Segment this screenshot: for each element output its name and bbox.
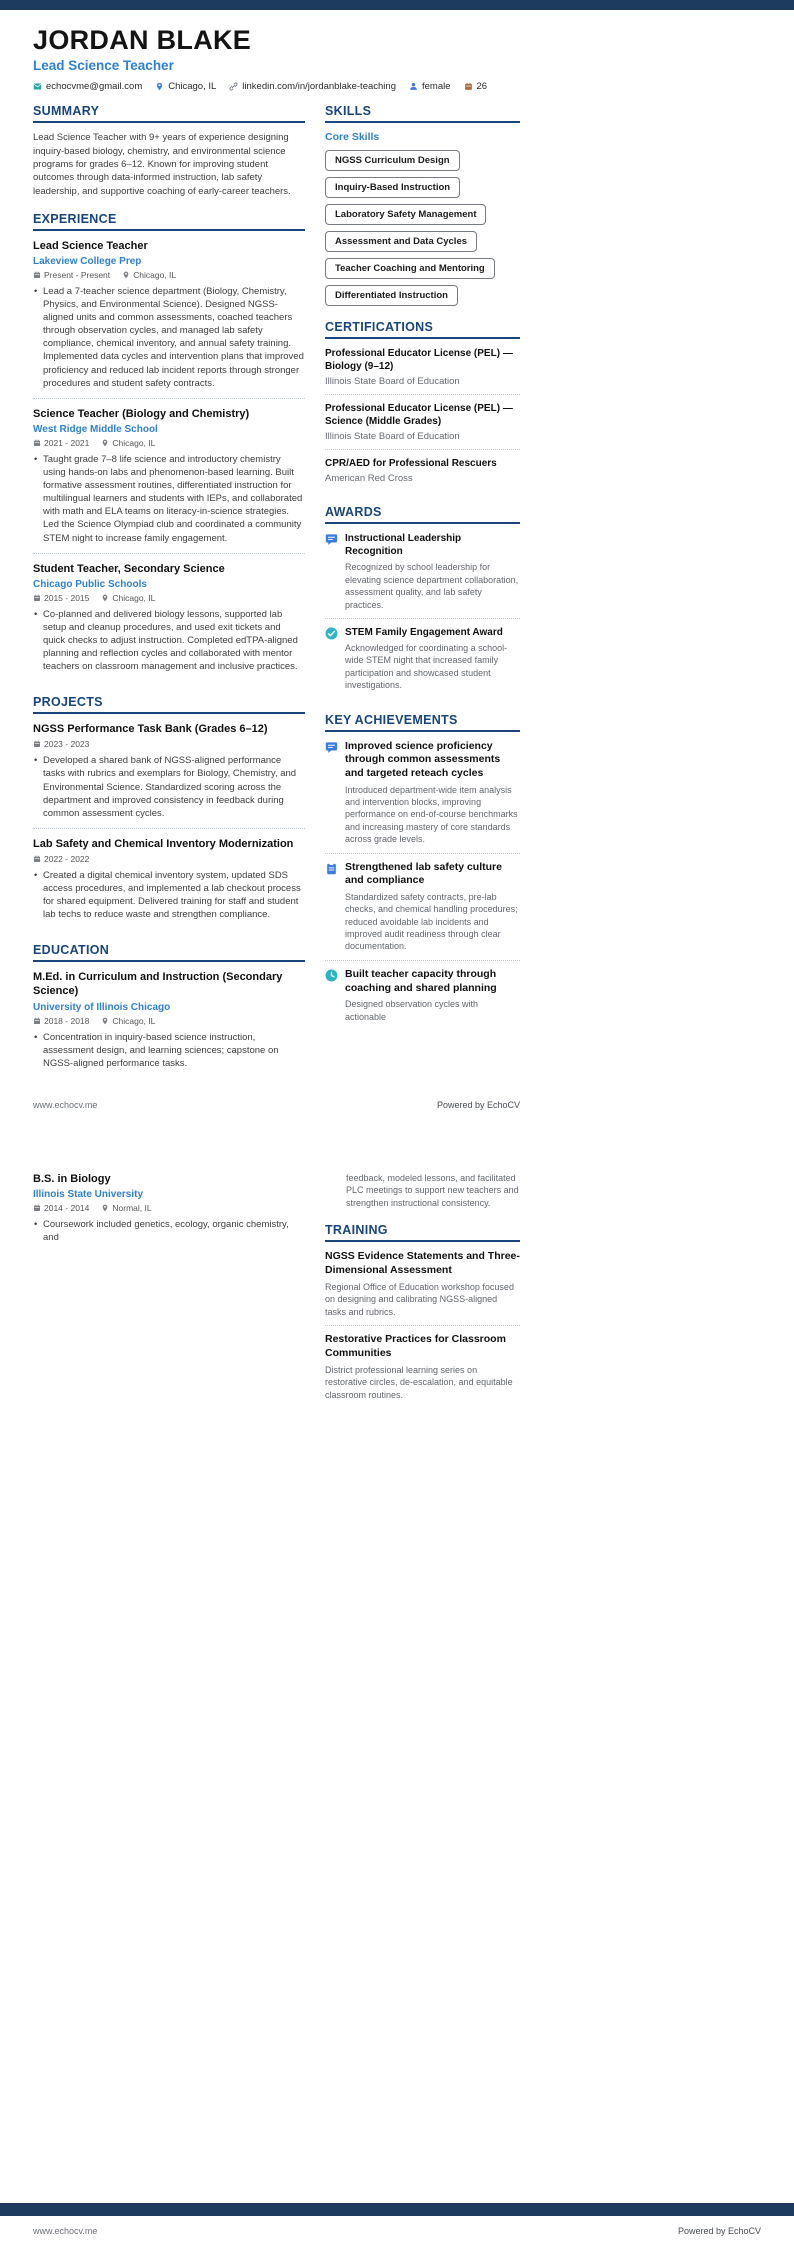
skill-pill-row [325, 285, 520, 306]
check-circle-icon [325, 627, 338, 640]
certifications-section [325, 320, 520, 491]
experience-section [33, 212, 305, 681]
certifications-heading: CERTIFICATIONS [325, 320, 520, 339]
summary-heading: SUMMARY [33, 104, 305, 123]
job-meta-row [33, 270, 305, 280]
skill-pill: Teacher Coaching and Mentoring [325, 258, 495, 279]
speech-bubble-icon [325, 533, 338, 546]
left-column [33, 1172, 305, 1252]
project-dates [33, 739, 89, 749]
skill-pill-row [325, 204, 520, 225]
bottom-accent-bar [0, 2203, 794, 2216]
certification-item [325, 347, 520, 394]
job-bullet: • Taught grade 7–8 life science and introductory chemistry using hands-on labs and phenomenon-based learning. Built formative assessment routines, differentiated instruction for multilingual learners and students with IEPs, and collaborated with math and ELA teams on literacy-in-science strategies. Led the Science Olympiad club and coordinated a community STEM night to increase family engagement. [33, 453, 305, 545]
award-description: Recognized by school leadership for elevating science department collaboration, assessment quality, and lab safety practices. [345, 562, 519, 610]
education-item [33, 970, 305, 1077]
clock-icon [325, 969, 338, 982]
project-dates-text: 2023 - 2023 [44, 739, 90, 750]
key-achievements-heading: KEY ACHIEVEMENTS [325, 713, 520, 732]
location-icon [155, 82, 164, 91]
skill-pill-row [325, 231, 520, 252]
job-bullet: • Co-planned and delivered biology lessons, supported lab setup and cleanup procedures, and used exit tickets and quick checks to adjust instruction. Completed edTPA-aligned planning and reflection cycles and collaborated with mentor teachers on classroom management and inclusive practices. [33, 608, 305, 674]
contact-linkedin-text: linkedin.com/in/jordanblake-teaching [242, 81, 396, 93]
education-location-text: Normal, IL [112, 1203, 152, 1214]
skills-group-label: Core Skills [325, 131, 380, 144]
training-description: Regional Office of Education workshop focused on designing and calibrating NGSS-aligned tasks and rubrics. [325, 1281, 514, 1317]
right-column [325, 104, 520, 1030]
contact-gender [409, 81, 451, 92]
contact-gender-text: female [421, 81, 451, 93]
achievement-item [325, 853, 520, 960]
achievement-item [325, 740, 520, 853]
project-meta-row [33, 739, 305, 749]
job-dates-text: Present - Present [44, 269, 111, 280]
contact-row [33, 81, 520, 92]
job-bullet: • Lead a 7-teacher science department (Biology, Chemistry, Physics, and Environmental Science). Designed NGSS-aligned units and common assessments, coached teachers through observation cycles, and managed lab safety compliance, chemical inventory, and annual safety training. Implemented data cycles and intervention plans that improved proficiency and reduced lab incident reports through stronger procedures and student safety contracts. [33, 285, 305, 390]
skill-pill: Differentiated Instruction [325, 285, 458, 306]
awards-section [325, 505, 520, 698]
job-location [122, 270, 176, 280]
project-bullet: • Created a digital chemical inventory system, updated SDS access procedures, and implemented a lab checkout process for shared equipment. Delivered training for staff and student lab techs to reduce waste and strengthen compliance. [33, 869, 305, 921]
project-title: NGSS Performance Task Bank (Grades 6–12) [33, 723, 268, 736]
experience-item [33, 398, 305, 553]
education-location-text: Chicago, IL [112, 1015, 156, 1026]
skill-pill-row [325, 258, 520, 279]
job-meta-row [33, 593, 305, 603]
contact-email-text: echocvme@gmail.com [46, 81, 143, 93]
achievement-description: Standardized safety contracts, pre-lab checks, and chemical handling procedures; reduced avoidable lab incidents and improved audit readiness through clear documentation. [345, 891, 518, 952]
right-column [325, 1172, 520, 1408]
award-body [345, 532, 520, 611]
calendar-icon [33, 855, 41, 863]
skill-pill: Inquiry-Based Instruction [325, 177, 460, 198]
achievement-description: Introduced department-wide item analysis and intervention blocks, improving performance on end-of-course benchmarks and increasing mastery of core standards across grade levels. [345, 784, 518, 845]
contact-linkedin[interactable] [229, 81, 396, 92]
experience-item [33, 553, 305, 682]
location-icon [101, 594, 109, 602]
job-location [101, 438, 155, 448]
contact-location-text: Chicago, IL [168, 81, 217, 93]
job-dates-text: 2015 - 2015 [44, 592, 90, 603]
project-item [33, 722, 305, 828]
award-title: Instructional Leadership Recognition [345, 533, 462, 558]
project-item [33, 828, 305, 930]
certification-issuer: American Red Cross [325, 473, 413, 485]
education-meta-row [33, 1203, 305, 1213]
education-bullet: • Coursework included genetics, ecology, organic chemistry, and [33, 1218, 305, 1244]
job-meta-row [33, 438, 305, 448]
footer-powered-by: Powered by EchoCV [436, 1100, 520, 1110]
certification-name: Professional Educator License (PEL) — Science (Middle Grades) [325, 403, 513, 428]
education-dates-text: 2014 - 2014 [44, 1203, 90, 1214]
achievement-body [345, 861, 520, 953]
contact-location [155, 81, 216, 92]
job-company: Lakeview College Prep [33, 255, 142, 267]
contact-email[interactable] [33, 81, 142, 92]
education-item [33, 1172, 305, 1252]
certification-issuer: Illinois State Board of Education [325, 431, 460, 443]
training-item [325, 1250, 520, 1325]
two-column-layout [33, 104, 520, 1078]
page-1-footer [33, 1100, 520, 1110]
calendar-icon [33, 439, 41, 447]
education-location [101, 1016, 155, 1026]
skill-pill-row [325, 150, 520, 171]
education-dates [33, 1203, 89, 1213]
achievement-body [345, 968, 520, 1023]
key-achievements-section [325, 713, 520, 1030]
calendar-icon [33, 594, 41, 602]
education-section [33, 943, 305, 1077]
achievement-continuation-text: feedback, modeled lessons, and facilitated PLC meetings to support new teachers and strengthen instructional consistency. [346, 1173, 519, 1208]
skill-pill: NGSS Curriculum Design [325, 150, 460, 171]
page-2-footer [33, 2226, 761, 2236]
location-icon [122, 271, 130, 279]
achievement-body [345, 740, 520, 846]
project-dates-text: 2022 - 2022 [44, 853, 90, 864]
footer-site-link[interactable]: www.echocv.me [33, 2226, 98, 2236]
training-description: District professional learning series on restorative circles, de-escalation, and equitable classroom routines. [325, 1364, 513, 1400]
degree-title: M.Ed. in Curriculum and Instruction (Secondary Science) [33, 971, 283, 998]
project-meta-row [33, 854, 305, 864]
training-item [325, 1325, 520, 1408]
page-1-content [33, 26, 520, 1078]
job-title: Science Teacher (Biology and Chemistry) [33, 407, 250, 420]
experience-heading: EXPERIENCE [33, 212, 305, 231]
job-location-text: Chicago, IL [112, 437, 156, 448]
achievement-item [325, 960, 520, 1030]
achievement-description: Designed observation cycles with actionable [345, 999, 479, 1022]
contact-age [464, 81, 488, 92]
person-icon [409, 82, 418, 91]
certification-name: Professional Educator License (PEL) — Biology (9–12) [325, 348, 513, 373]
candidate-title: Lead Science Teacher [33, 58, 174, 74]
award-title: STEM Family Engagement Award [345, 626, 503, 638]
skill-pill-row [325, 177, 520, 198]
education-dates [33, 1016, 89, 1026]
project-bullet: • Developed a shared bank of NGSS-aligned performance tasks with rubrics and exemplars for Biology, Chemistry, and Environmental Science. Standardized scoring across the department and improved consistency in feedback during common assessment cycles. [33, 754, 305, 820]
contact-age-text: 26 [476, 81, 488, 93]
project-title: Lab Safety and Chemical Inventory Modernization [33, 837, 294, 850]
job-location [101, 593, 155, 603]
clipboard-icon [325, 862, 338, 875]
achievement-title: Improved science proficiency through common assessments and targeted reteach cycles [345, 739, 501, 779]
achievement-title: Built teacher capacity through coaching and shared planning [345, 967, 497, 994]
job-dates [33, 593, 89, 603]
calendar-icon [464, 82, 473, 91]
job-company: West Ridge Middle School [33, 423, 158, 435]
achievement-title: Strengthened lab safety culture and compliance [345, 860, 502, 887]
location-icon [101, 439, 109, 447]
skill-pill: Laboratory Safety Management [325, 204, 486, 225]
job-location-text: Chicago, IL [112, 592, 156, 603]
award-item [325, 532, 520, 618]
top-accent-bar [0, 0, 794, 10]
calendar-icon [33, 1017, 41, 1025]
calendar-icon [33, 1204, 41, 1212]
school-name: Illinois State University [33, 1189, 144, 1201]
job-company: Chicago Public Schools [33, 578, 147, 590]
left-column [33, 104, 305, 1078]
education-meta-row [33, 1016, 305, 1026]
skill-pill: Assessment and Data Cycles [325, 231, 477, 252]
school-name: University of Illinois Chicago [33, 1001, 171, 1013]
skills-section [325, 104, 520, 306]
certification-item [325, 449, 520, 491]
awards-heading: AWARDS [325, 505, 520, 524]
certification-item [325, 394, 520, 449]
project-dates [33, 854, 89, 864]
experience-item [33, 239, 305, 398]
education-bullet: • Concentration in inquiry-based science instruction, assessment design, and learning sciences; capstone on NGSS-aligned performance tasks. [33, 1031, 305, 1070]
email-icon [33, 82, 42, 91]
certification-issuer: Illinois State Board of Education [325, 376, 460, 388]
speech-bubble-icon [325, 741, 338, 754]
training-title: NGSS Evidence Statements and Three-Dimensional Assessment [325, 1250, 520, 1276]
certification-name: CPR/AED for Professional Rescuers [325, 458, 497, 470]
summary-text: Lead Science Teacher with 9+ years of experience designing inquiry-based biology, chemistry, and environmental science programs for grades 6–12. Known for improving student outcomes through data-informed instruction, lab safety leadership, and supportive coaching of early-career teachers. [33, 132, 291, 197]
projects-heading: PROJECTS [33, 695, 305, 714]
page-2-content [33, 1172, 520, 1408]
education-dates-text: 2018 - 2018 [44, 1015, 90, 1026]
projects-section [33, 695, 305, 929]
job-dates-text: 2021 - 2021 [44, 437, 90, 448]
job-title: Student Teacher, Secondary Science [33, 562, 225, 575]
training-section [325, 1223, 520, 1408]
resume-header [33, 26, 520, 92]
education-location [101, 1203, 151, 1213]
calendar-icon [33, 740, 41, 748]
two-column-layout [33, 1172, 520, 1408]
award-description: Acknowledged for coordinating a school-wide STEM night that increased family participation and showcased student investigations. [345, 642, 508, 691]
footer-powered-by: Powered by EchoCV [677, 2226, 761, 2236]
location-icon [101, 1017, 109, 1025]
job-location-text: Chicago, IL [133, 269, 177, 280]
job-dates [33, 438, 89, 448]
calendar-icon [33, 271, 41, 279]
link-icon [229, 82, 238, 91]
candidate-name: JORDAN BLAKE [33, 25, 252, 55]
award-item [325, 618, 520, 699]
award-body [345, 626, 520, 692]
location-icon [101, 1204, 109, 1212]
education-heading: EDUCATION [33, 943, 305, 962]
footer-site-link[interactable]: www.echocv.me [33, 1100, 98, 1110]
training-title: Restorative Practices for Classroom Communities [325, 1333, 506, 1359]
degree-title: B.S. in Biology [33, 1173, 111, 1185]
skills-heading: SKILLS [325, 104, 520, 123]
job-dates [33, 270, 110, 280]
summary-section [33, 104, 305, 197]
training-heading: TRAINING [325, 1223, 520, 1242]
job-title: Lead Science Teacher [33, 239, 148, 252]
